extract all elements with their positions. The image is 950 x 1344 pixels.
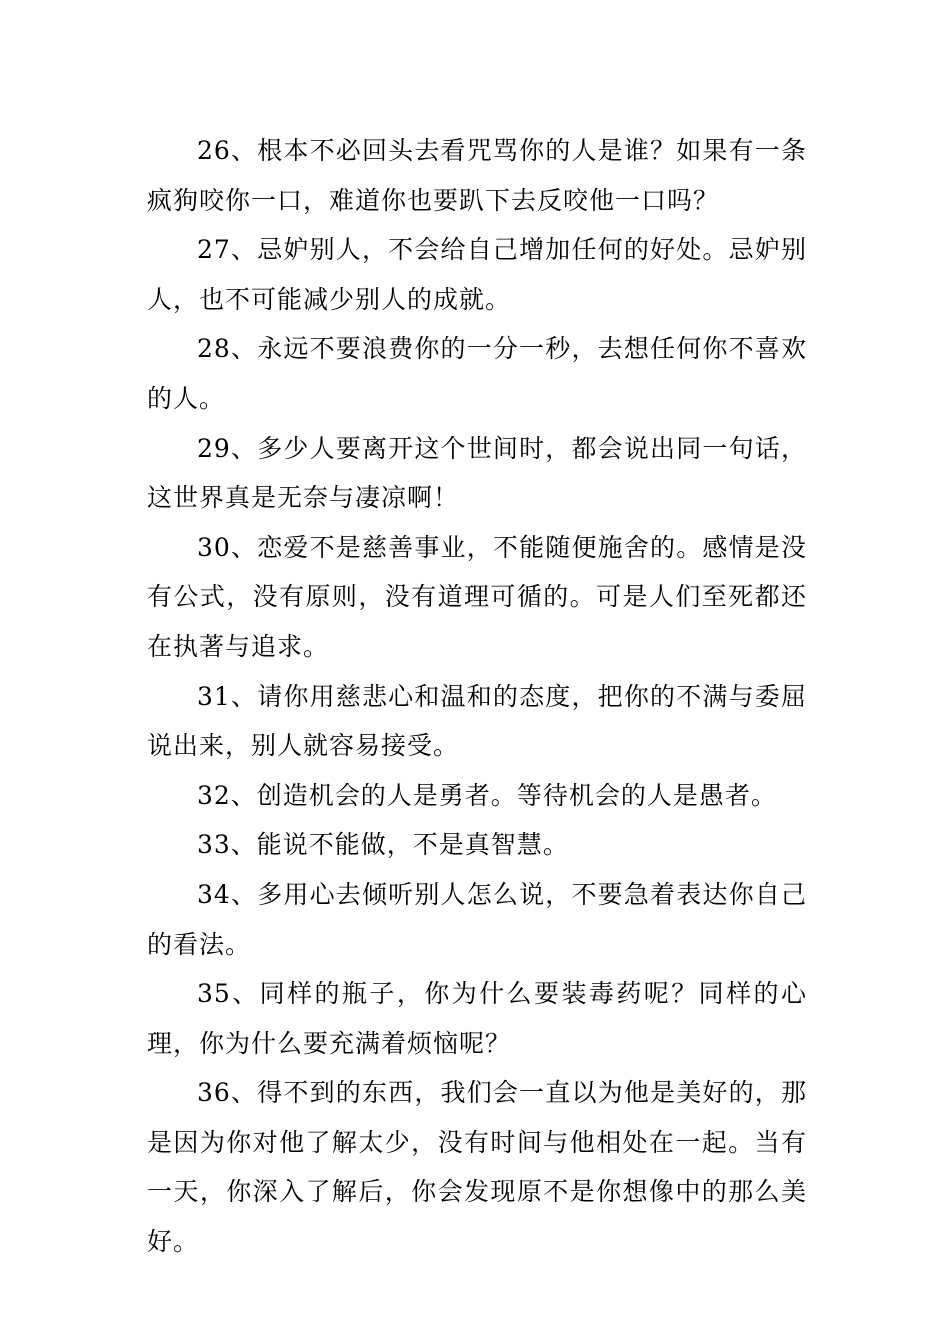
quote-paragraph-35: 35、同样的瓶子，你为什么要装毒药呢？同样的心理，你为什么要充满着烦恼呢？	[147, 979, 807, 1058]
quote-paragraph-32: 32、创造机会的人是勇者。等待机会的人是愚者。	[197, 780, 777, 810]
document-body	[147, 126, 807, 1267]
quote-paragraph-29: 29、多少人要离开这个世间时，都会说出同一句话，这世界真是无奈与凄凉啊！	[147, 433, 807, 513]
quote-paragraph-28: 28、永远不要浪费你的一分一秒，去想任何你不喜欢的人。	[147, 334, 807, 413]
quote-paragraph-33: 33、能说不能做，不是真智慧。	[197, 830, 569, 860]
quote-paragraph-30: 30、恋爱不是慈善事业，不能随便施舍的。感情是没有公式，没有原则，没有道理可循的。可是人们至死都还在执著与追求。	[147, 532, 807, 661]
quote-paragraph-34: 34、多用心去倾听别人怎么说，不要急着表达你自己的看法。	[147, 879, 807, 959]
quote-paragraph-26: 26、根本不必回头去看咒骂你的人是谁？如果有一条疯狗咬你一口，难道你也要趴下去反咬他一口吗？	[147, 136, 807, 215]
quote-paragraph-27: 27、忌妒别人，不会给自己增加任何的好处。忌妒别人，也不可能减少别人的成就。	[147, 235, 807, 314]
quote-paragraph-36: 36、得不到的东西，我们会一直以为他是美好的，那是因为你对他了解太少，没有时间与他相处在一起。当有一天，你深入了解后，你会发现原不是你想像中的那么美好。	[147, 1078, 807, 1257]
quote-paragraph-31: 31、请你用慈悲心和温和的态度，把你的不满与委屈说出来，别人就容易接受。	[147, 681, 807, 761]
